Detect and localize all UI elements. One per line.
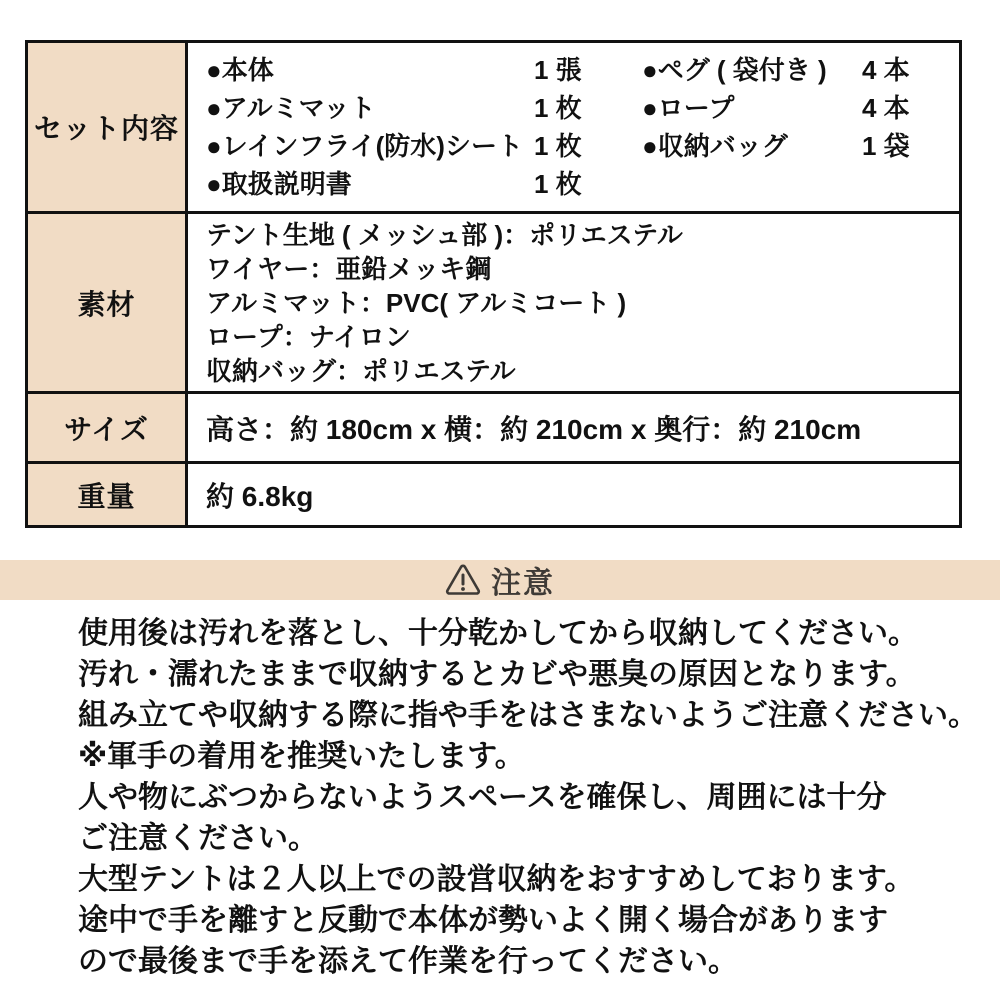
row-header-weight: 重量: [28, 464, 188, 525]
material-line: アルミマット：PVC( アルミコート ): [206, 287, 627, 318]
set-contents-cell: [188, 43, 959, 211]
caution-line: 途中で手を離すと反動で本体が勢いよく開く場合があります: [78, 904, 888, 937]
set-item-qty: 1 袋: [862, 131, 910, 161]
material-line: テント生地 ( メッシュ部 )：ポリエステル: [206, 219, 683, 250]
size-value: 高さ：約 180cm x 横：約 210cm x 奥行：約 210cm: [206, 413, 862, 445]
set-item-qty: 4 本: [862, 93, 910, 123]
material-cell: [188, 214, 959, 391]
set-item-qty: 1 枚: [534, 131, 582, 161]
material-line: ワイヤー：亜鉛メッキ鋼: [206, 253, 492, 284]
set-item-empty: [642, 165, 862, 203]
table-row-weight: [28, 461, 959, 525]
weight-value: 約 6.8kg: [206, 480, 314, 512]
table-row-material: [28, 211, 959, 391]
table-row-set-contents: [28, 43, 959, 211]
size-cell: [188, 394, 959, 461]
material-line: ロープ：ナイロン: [206, 321, 411, 352]
row-header-size: サイズ: [28, 394, 188, 461]
set-item-name: ●本体: [206, 55, 274, 85]
caution-text-block: [78, 613, 978, 982]
set-item-name: ●レインフライ(防水)シート: [206, 131, 523, 161]
weight-cell: [188, 464, 959, 525]
set-item-name: ●取扱説明書: [206, 169, 352, 199]
caution-line: ご注意ください。: [78, 822, 318, 855]
caution-line: 使用後は汚れを落とし、十分乾かしてから収納してください。: [78, 617, 918, 650]
material-line: 収納バッグ：ポリエステル: [206, 355, 516, 386]
row-header-set-contents: セット内容: [28, 43, 188, 211]
set-item-qty: 4 本: [862, 55, 910, 85]
set-item-name: ●ロープ: [642, 93, 735, 123]
set-item-qty: 1 張: [534, 55, 582, 85]
material-lines: [188, 208, 959, 398]
table-row-size: [28, 391, 959, 461]
warning-triangle-icon: [445, 564, 481, 596]
spec-table: [25, 40, 962, 528]
caution-title: 注意: [491, 567, 555, 600]
set-contents-grid: [188, 43, 959, 211]
caution-line: 汚れ・濡れたままで収納するとカビや悪臭の原因となります。: [78, 658, 916, 691]
set-item-name: ●ペグ ( 袋付き ): [642, 55, 827, 85]
caution-line: 大型テントは２人以上での設営収納をおすすめしております。: [78, 863, 915, 896]
set-item-empty: [862, 165, 953, 203]
caution-line: ※軍手の着用を推奨いたします。: [78, 740, 525, 773]
set-item-name: ●アルミマット: [206, 93, 376, 123]
set-item-qty: 1 枚: [534, 169, 582, 199]
set-item-qty: 1 枚: [534, 93, 582, 123]
caution-header-band: [0, 560, 1000, 600]
caution-line: ので最後まで手を添えて作業を行ってください。: [78, 945, 738, 978]
caution-line: 人や物にぶつからないようスペースを確保し、周囲には十分: [78, 781, 887, 814]
set-item-name: ●収納バッグ: [642, 131, 788, 161]
row-header-material: 素材: [28, 214, 188, 391]
caution-line: 組み立てや収納する際に指や手をはさまないようご注意ください。: [78, 699, 978, 732]
